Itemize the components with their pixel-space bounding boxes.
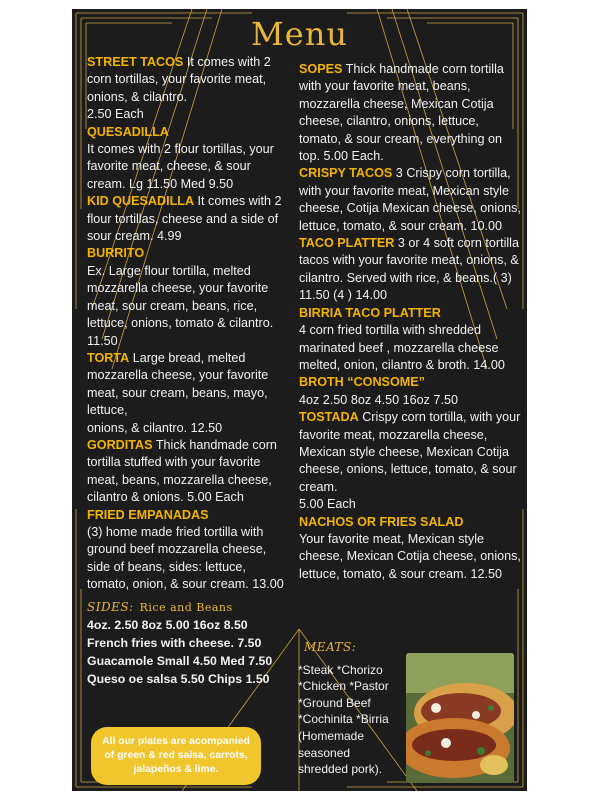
item-name: FRIED EMPANADAS [87,507,209,522]
item-desc: Thick handmade corn tortilla with your favorite meat, beans, mozzarella cheese, Mexican Cotija cheese, cilantro, onions, lettuce, tomato, & sour cream, everything on top. 5.00 Each. [299,62,504,164]
item-desc: 4 corn fried tortilla with shredded marinated beef , mozzarella cheese melted, onion, cilantro & broth. 14.00 [299,323,505,372]
item-desc: It comes with 2 flour tortillas, cheese and a side of sour cream. 4.99 [87,194,282,244]
meats-line: *Ground Beef [298,695,371,710]
meats-line: *Chicken *Pastor [298,679,389,694]
item-name: BROTH “CONSOME” [299,375,425,390]
item-name: KID QUESADILLA [87,194,195,209]
menu-title: Menu [251,15,348,53]
meats-heading: MEATS: [304,640,357,654]
item-name: BURRITO [87,246,145,261]
item-name: STREET TACOS [87,55,184,69]
item-desc: It comes with 2 corn tortillas, your favorite meat, onions, & cilantro. 2.50 Each [87,55,271,122]
menu-item-birria-taco-platter [299,305,521,375]
item-name: TOSTADA [299,410,359,425]
menu-item-burrito [87,245,287,349]
item-desc: 3 Crispy corn tortilla, with your favorite meat, Mexican style cheese, Cotija Mexican cheese, onions, lettuce, tomato, & sour cream. 10.00 [299,166,521,233]
sides-line: Queso oe salsa 5.50 Chips 1.50 [87,672,270,686]
sides-title: SIDES: [87,599,134,614]
item-desc: (3) home made fried tortilla with ground beef mozzarella cheese, side of beans, sides: lettuce, tomato, onion, & sour cream. 13.00 [87,524,284,592]
item-name: TACO PLATTER [299,236,395,251]
item-name: GORDITAS [87,437,153,452]
item-desc: Ex. Large flour tortilla, melted mozzarella cheese, your favorite meat, sour cream, beans, rice, lettuce, onions, tomato & cilantro. 11.50 [87,263,274,348]
item-desc: 4oz 2.50 8oz 4.50 16oz 7.50 [299,392,458,407]
menu-item-nachos-or-fries-salad [299,514,521,584]
sides-line: French fries with cheese. 7.50 [87,636,262,650]
menu-item-fried-empanadas [87,507,287,594]
item-name: BIRRIA TACO PLATTER [299,305,441,320]
menu-item-broth-consome [299,374,521,409]
menu-item-gorditas [87,437,287,507]
item-desc: Your favorite meat, Mexican style cheese, Mexican Cotija cheese, onions, lettuce, tomato, & sour cream. 12.50 [299,531,521,581]
sides-heading [87,599,287,616]
tacos-photo [406,653,514,783]
left-column [87,54,287,688]
right-column [299,61,521,583]
menu-board [72,9,527,791]
item-desc: It comes with 2 flour tortillas, your favorite meat, cheese, & sour cream. Lg 11.50 Med 9.50 [87,142,274,191]
menu-item-taco-platter [299,235,521,305]
item-desc: Thick handmade corn tortilla stuffed with your favorite meat, beans, mozzarella cheese, cilantro & onions. 5.00 Each [87,437,277,505]
sides-subheading: Rice and Beans [139,600,233,614]
meats-line: *Steak *Chorizo [298,662,383,677]
item-desc: 3 or 4 soft corn tortilla tacos with your favorite meat, onions, & cilantro. Served with rice, & beans.( 3) 11.50 (4 ) 14.00 [299,236,519,303]
menu-item-torta [87,350,287,437]
salsa-note-badge: All our plates are acompanied of green & red salsa, carrots, jalapeños & lime. [91,727,261,785]
menu-item-kid-quesadilla [87,193,287,245]
item-name: TORTA [87,350,130,365]
meats-line: (Homemade seasoned shredded pork). [298,728,383,777]
item-desc: Large bread, melted mozzarella cheese, your favorite meat, sour cream, beans, mayo, lettuce, onions, & cilantro. 12.50 [87,350,269,435]
sides-line: Guacamole Small 4.50 Med 7.50 [87,654,273,668]
menu-item-quesadilla [87,124,287,194]
sides-line: 4oz. 2.50 8oz 5.00 16oz 8.50 [87,618,248,632]
item-desc: Crispy corn tortilla, with your favorite meat, mozzarella cheese, Mexican style cheese, Mexican Cotija cheese, onions, lettuce, tomato, & sour cream. 5.00 Each [299,410,521,512]
meats-line: *Cochinita *Birria [298,712,389,727]
menu-item-crispy-tacos [299,165,521,235]
menu-item-street-tacos [87,54,287,124]
meats-list [298,639,402,778]
menu-item-tostada [299,409,521,513]
item-name: NACHOS OR FRIES SALAD [299,514,464,529]
menu-item-sopes [299,61,521,165]
item-name: QUESADILLA [87,124,169,139]
item-name: SOPES [299,62,343,76]
item-name: CRISPY TACOS [299,166,393,181]
